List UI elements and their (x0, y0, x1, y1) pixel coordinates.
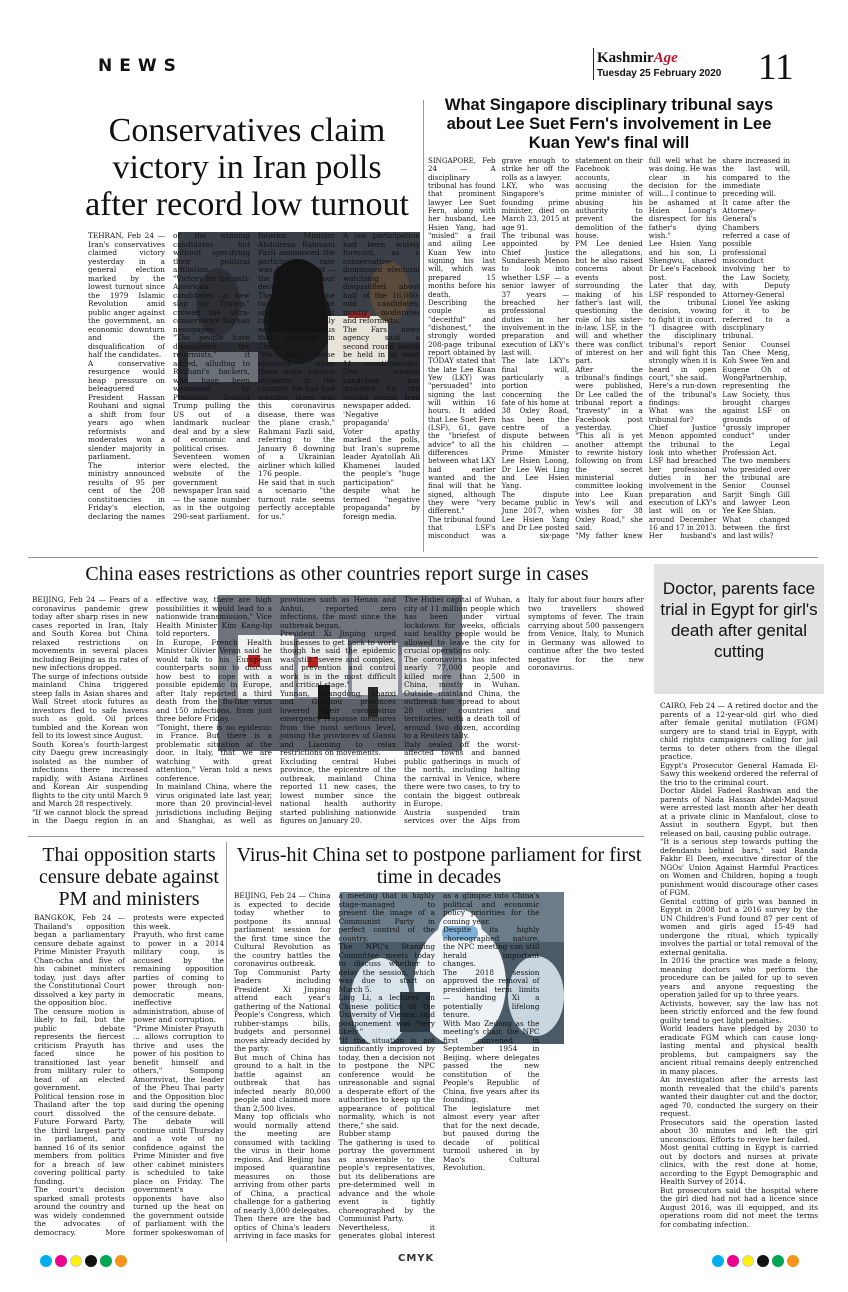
registration-dot-icon (100, 1255, 112, 1267)
masthead-rule (593, 48, 594, 80)
brand-main: Kashmir (597, 50, 654, 66)
registration-dot-icon (787, 1255, 799, 1267)
iran-headline: Conservatives claim victory in Iran polls after record low turnout (85, 112, 409, 223)
registration-dot-icon (70, 1255, 82, 1267)
singapore-body: SINGAPORE, Feb 24 — A disciplinary tribunal has found that prominent lawyer Lee Suet Fern, along with her husband, Lee Hsien Yang, had "misled" a frail and ailing Lee Kuan Yew into signing his last will, which was prepared 15 months before his death. Describing the couple as "deceitful" and "dishonest," the strongly worded 208-page tribunal report obtained by TODAY stated that the late Lee Kuan Yew (LKY) was "persuaded" into signing the last will within 16 hours. It added that Lee Suet Fern (LSF), 61, gave the "briefest of advice" to all the differences between what LKY had earlier wanted and the final will that he signed, although they were "very different." The tribunal found that LSF's misconduct was grave enough to strike her off the rolls as a lawyer. LKY, who was Singapore's founding prime minister, died on March 23, 2015 at age 91. The tribunal was appointed by Chief Justice Sundaresh Menon to look into whether LSF — a senior lawyer of 37 years — breached her professional duties in her involvement in the preparation and execution of LKY's last will. The late LKY's final will, particularly a portion concerning the fate of his home at 38 Oxley Road, has been the centre of a dispute between his children — Prime Minister Lee Hsien Loong, Dr Lee Wei Ling and Lee Hsien Yang. The dispute became public in June 2017, when Lee Hsien Yang and Dr Lee posted a six-page statement on their Facebook accounts, accusing the prime minister of abusing his authority to prevent the demolition of the house. PM Lee denied the allegations, but he also raised concerns about events surrounding the making of his father's last will, questioning the role of his sister-in-law, LSF, in the will and whether there was conflict of interest on her part. After the tribunal's findings were published, Dr Lee called the tribunal report a "travesty" in a Facebook post yesterday. "This all is yet another attempt to rewrite history following on from the secret ministerial committee looking into Lee Kuan Yew's will and wishes for 38 Oxley Road," she said. "My father knew full well what he was doing. He was clear in his decision for the will... I continue to be ashamed at Hsien Loong's disrespect for his father's dying wish." Lee Hsien Yang and his son, Li Shengwu, shared Dr Lee's Facebook post. Later that day, LSF responded to the tribunal decision, vowing to fight it in court. "I disagree with the disciplinary tribunal's report and will fight this strongly when it is heard in open court," she said. Here's a run-down of the tribunal's findings: What was the tribunal for? Chief Justice Menon appointed the tribunal to look into whether LSF had breached her professional duties in her involvement in the preparation and execution of LKY's last will on or around December 16 and 17 in 2013. Her husband's share increased in the last will, compared to the immediate preceding will. It came after the Attorney-General's Chambers referred a case of possible professional misconduct involving her to the Law Society, with Deputy Attorney-General Lionel Yee asking for it to be referred to a disciplinary tribunal. Senior Counsel Tan Chee Meng, Koh Swee Yen and Eugene Oh of WongPartnership, representing the Law Society, thus brought charges against LSF on grounds of "grossly improper conduct" under the Legal Profession Act. The two members who presided over the tribunal are Senior Counsel Sarjit Singh Gill and lawyer Leon Yee Kee Shian. What changed between the first and last wills? (428, 157, 790, 541)
registration-dot-icon (772, 1255, 784, 1267)
iran-body: TEHRAN, Feb 24 — Iran's conservatives claimed victory yesterday in a general election marked by the lowest turnout since the 1979 Islamic Revolution amid public anger against the government, an economic downturn and the disqualification of half the candidates. A conservative resurgence would heap pressure on beleaguered President Hassan Rouhani and signal a shift from four years ago when reformists and moderates won a slender majority in parliament. The interior ministry announced results of 95 per cent of the 208 constituencies in Friday's election, declaring the names of the winning candidates but without specifying their political affiliation. "Victory for the anti-American candidates, a new slap for Trump," crowed the ultra-conservative Kayhan newspaper. "The people have disqualified the reformists," it added, alluding to Rouhani's backers, who have been weakened by President Donald Trump pulling the US out of a landmark nuclear deal and by a slew of economic and political crises. Seventeen women were elected, the website of the government newspaper Iran said — the same number as in the outgoing 290-seat parliament. Interior Minister Abdolreza Rahmani Fazli announced the participation rate was 42.6 per cent — the lowest in four decades. The election came two days after Iran announced its first cases of the deadly new coronavirus that emerged in China. "We held these elections when there were various incidents in the country: We had bad weather, there was this coronavirus disease, there was the plane crash," Rahmani Fazli said, referring to the January 8 downing of a Ukrainian airliner which killed 176 people. He said that in such a scenario "the turnout rate seems perfectly acceptable for us." A low participation had been widely forecast, as a conservative-dominated electoral watchdog disqualified about half of the 16,000-odd candidates, mostly moderates and reformists. The Fars news agency said a second round would be held in at least 11 constituencies. One woman candidate has qualified for the second round, Iran newspaper added. 'Negative propaganda' Voter apathy marked the polls, but Iran's supreme leader Ayatollah Ali Khamenei lauded the people's "huge participation" despite what he termed "negative propaganda" by foreign media. (88, 232, 420, 521)
registration-dot-icon (40, 1255, 52, 1267)
egypt-headline: Doctor, parents face trial in Egypt for girl's death after genital cutting (660, 579, 818, 661)
egypt-story (654, 564, 824, 1292)
registration-dot-icon (55, 1255, 67, 1267)
print-marks-left (40, 1252, 130, 1271)
issue-date: Tuesday 25 February 2020 (597, 68, 722, 79)
china-headline: China eases restrictions as other countries report surge in cases (85, 563, 589, 585)
registration-dot-icon (115, 1255, 127, 1267)
egypt-body: CAIRO, Feb 24 — A retired doctor and the parents of a 12-year-old girl who died after female genital mutilation (FGM) surgery are to stand trial in Egypt, with child rights campaigners calling for jail terms to deter others from the illegal practice. Egypt's Prosecutor General Hamada El-Sawy this weekend ordered the referral of the trio to the criminal court. Doctor Abdel Fadeel Rashwan and the parents of Nada Hassan Abdel-Maqsoud were arrested last month after her death at a private clinic in Manfalout, close to Assiut in southern Egypt, but then released on bail, causing public outrage. "It is a serious step towards putting the defendants behind bars," said Randa Fakhr El Deen, executive director of the NGOs' Union Against Harmful Practices on Women and Children, hoping a tough punishment would discourage other cases of FGM. Genital cutting of girls was banned in Egypt in 2008 but a 2016 survey by the UN Children's Fund found 87 per cent of women and girls aged 15-49 had undergone the ritual, which typically involves the partial or total removal of the external genitalia. In 2016 the practice was made a felony, meaning doctors who perform the procedure can be jailed for up to seven years and anyone requesting the operation jailed for up to three years. Activists, however, say the law has not been strictly enforced and the few found guilty tend to get light penalties. World leaders have pledged by 2030 to eradicate FGM which can cause long-lasting mental and physical health problems, but campaigners say the ancient ritual remains deeply entrenched in many places. An investigation after the arrests last month revealed that the child's parents wanted their daughter cut and the doctor, aged 70, conducted the surgery on their request. Prosecutors said the operation lasted about 30 minutes and left the girl unconscious. Efforts to revive her failed. Most genital cutting in Egypt is carried out by doctors and nurses at private clinics, with the rest done at home, according to the Egypt Demographic and Health Survey of 2014. But prosecutors said the hospital where the girl died had not had a licence since August 2016, was ill equipped, and its operations room did not meet the terms for combating infection. (660, 702, 818, 1229)
print-marks-right (712, 1252, 802, 1271)
brand-logo (597, 50, 678, 67)
registration-dot-icon (727, 1255, 739, 1267)
column-divider (423, 100, 424, 552)
parliament-headline: Virus-hit China set to postpone parliament for first time in decades (236, 844, 642, 888)
masthead (0, 0, 848, 94)
brand-accent: Age (653, 50, 678, 66)
singapore-headline: What Singapore disciplinary tribunal says about Lee Suet Fern's involvement in Lee Kuan Yew's final will (444, 96, 774, 152)
registration-dot-icon (712, 1255, 724, 1267)
registration-dot-icon (85, 1255, 97, 1267)
registration-dot-icon (742, 1255, 754, 1267)
thai-body: BANGKOK, Feb 24 — Thailand's opposition began a parliamentary censure debate against Prime Minister Prayuth Chan-ocha and five of his cabinet ministers today, just days after the Constitutional Court dissolved a key party in the opposition bloc. The censure motion is likely to fail, but the public debate represents the fiercest criticism Prayuth has faced since he transitioned last year from military ruler to head of an elected government. Political tension rose in Thailand after the top court dissolved the Future Forward Party, the third largest party in parliament, and banned 16 of its senior members from politics for a breach of law covering political party funding. The court's decision sparked small protests around the country and was widely condemned the advocates of democracy. More protests were expected this week. Prayuth, who first came to power in a 2014 military coup, is accused by the remaining opposition parties of coming to power through non-democratic means, ineffective administration, abuse of power and corruption. "Prime Minister Prayuth ... allows corruption to thrive and uses the power of his position to benefit himself and others," Sompong Amornvivat, the leader of the Pheu Thai party and the Opposition bloc said during the opening of the censure debate. The debate will continue until Thursday and a vote of no confidence against the Prime Minister and five other cabinet ministers is scheduled to take place on Friday. The government's opponents have also turned up the heat on the government outside of parliament with the former spokeswoman of (34, 914, 224, 1237)
section-rule-2 (28, 836, 644, 837)
thai-headline: Thai opposition starts censure debate against PM and ministers (39, 844, 219, 910)
registration-dot-icon (757, 1255, 769, 1267)
china-body: BEIJING, Feb 24 — Fears of a coronavirus pandemic grew today after sharp rises in new cases reported in Iran, Italy and South Korea but China relaxed restrictions on movements in several places including Beijing as its rates of new infections dropped. The surge of infections outside mainland China triggered steep falls in Asian shares and Wall Street stock futures as investors fled to safe havens such as gold. Oil prices tumbled and the Korean won fell to its lowest since August. South Korea's fourth-largest city Daegu grew increasingly isolated as the number of infections there increased rapidly, with Asiana Airlines and Korean Air suspending flights to the city until March 9 and March 28 respectively. "If we cannot block the spread in the Daegu region in an effective way, there are high possibilities it would lead to a nationwide transmission," Vice Health Minister Kim Kang-lip told reporters. In Europe, French Health Minister Olivier Veran said he would talk to his European counterparts soon to discuss how best to cope with a possible epidemic in Europe, after Italy reported a third death from the flu-like virus and 150 infections, from just three before Friday. "Tonight, there is no epidemic in France. But there is a problematic situation at the door, in Italy, that we are watching with great attention," Veran told a news conference. In mainland China, where the virus originated late last year, more than 20 provincial-level jurisdictions including Beijing and Shanghai, as well as provinces such as Henan and Anhui, reported zero infections, the most since the outbreak began. President Xi Jinping urged businesses to get back to work though he said the epidemic was still "severe and complex, and prevention and control work is in the most difficult and critical stage." Yunnan, Guangdong, Shanxi and Guizhou provinces lowered their coronavirus emergency response measures from the most serious level, joining the provinces of Gansu and Liaoning to relax restrictions on movements. Excluding central Hubei province, the epicentre of the outbreak, mainland China reported 11 new cases, the lowest number since the national health authority started publishing nationwide figures on January 20. The Hubei capital of Wuhan, a city of 11 million people which has been under virtual lockdown for weeks, officials said healthy people would be allowed to leave the city for crucial operations only. The coronavirus has infected nearly 77,000 people and killed more than 2,500 in China, mostly in Wuhan. Outside mainland China, the outbreak has spread to about 28 other countries and territories, with a death toll of around two dozen, according to a Reuters tally. Italy sealed off the worst-affected towns and banned public gatherings in much of the north, including halting the carnival in Venice, where there were two cases, to try to contain the biggest outbreak in Europe. Austria suspended train services over the Alps from Italy for about four hours after two travellers showed symptoms of fever. The train carrying about 500 passengers from Venice, Italy, to Munich in Germany was allowed to continue after the two tested negative for the new coronavirus. (32, 596, 644, 825)
column-divider-2 (226, 842, 227, 1242)
section-rule (28, 557, 818, 558)
cmyk-mark: CMYK (398, 1253, 435, 1264)
parliament-body: BEIJING, Feb 24 — China is expected to decide today whether to postpone its annual parliament session for the first time since the Cultural Revolution as the country battles the coronavirus outbreak. Top Communist Party leaders including President Xi Jinping attend each year's gathering of the National People's Congress, which rubber-stamps bills, budgets and personnel moves already decided by the party. But much of China has ground to a halt in the battle against an outbreak that has infected nearly 80,000 people and claimed more than 2,500 lives. Many top officials who would normally attend the meeting are consumed with tackling the virus in their home regions. And Beijing has imposed quarantine measures on those arriving from other parts of China, a practical challenge for a gathering of nearly 3,000 delegates. Then there are the bad optics of China's leaders arriving in face masks for a meeting that is highly stage-managed to present the image of a Communist Party in perfect control of the country. The NPC's Standing Committee meets today to discuss whether to delay the session, which was due to start on March 5. Ling Li, a lecturer on Chinese politics at the University of Vienna, said postponement was "very likely." "If the situation is not significantly improved by today, then a decision not to postpone the NPC conference would be unreasonable and signal a desperate effort of the authorities to keep up the appearance of political normality, which is not there," she said. Rubber stamp The gathering is used to portray the government as answerable to the people's representatives, but its deliberations are pre-determined well in advance and the whole event is tightly choreographed by the Communist Party. Nevertheless, it generates global interest as a glimpse into China's political and economic policy priorities for the coming year. Despite its highly choreographed nature, the NPC meeting can still herald important changes. The 2018 session approved the removal of presidential term limits — handing Xi a potentially lifelong tenure. With Mao Zedong as the meeting's chair, the NPC first convened in September 1954 in Beijing, where delegates passed the new constitution of the People's Republic of China, five years after its founding. The legislature met almost every year after that for the next decade, but paused during the decade of political turmoil ushered in by Mao's Cultural Revolution. (234, 892, 540, 1240)
page-number: 11 (758, 47, 794, 88)
section-label: NEWS (98, 56, 183, 76)
